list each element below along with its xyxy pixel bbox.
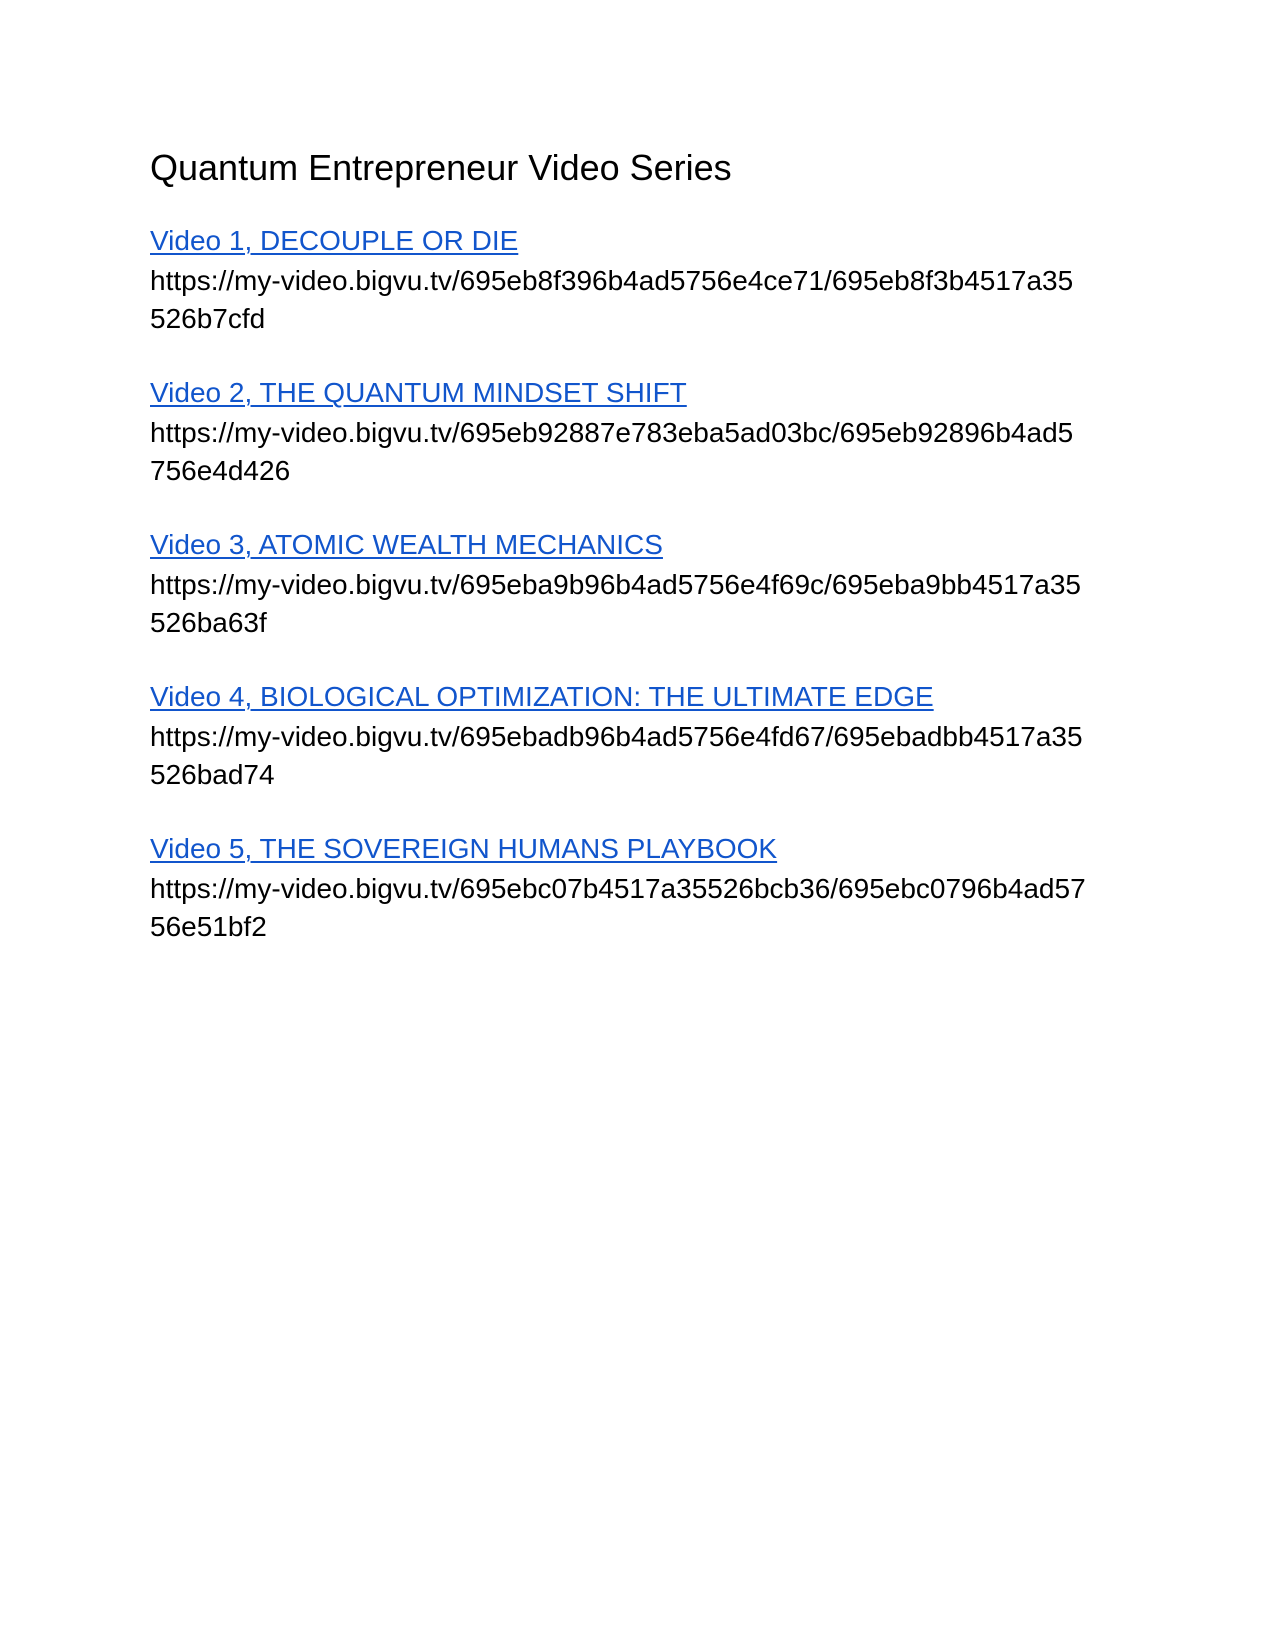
video-1-url-line2: 526b7cfd	[150, 303, 266, 334]
video-3-link[interactable]: Video 3, ATOMIC WEALTH MECHANICS	[150, 529, 663, 560]
video-4-url	[150, 718, 1130, 794]
video-4-url-line1: https://my-video.bigvu.tv/695ebadb96b4ad5756e4fd67/695ebadbb4517a35	[150, 721, 1083, 752]
video-5-url-line2: 56e51bf2	[150, 911, 267, 942]
video-1-url	[150, 262, 1130, 338]
video-2-url-line1: https://my-video.bigvu.tv/695eb92887e783eba5ad03bc/695eb92896b4ad5	[150, 417, 1074, 448]
video-3-url-line2: 526ba63f	[150, 607, 267, 638]
video-2-url-line2: 756e4d426	[150, 455, 291, 486]
video-5-url	[150, 870, 1130, 946]
video-entry-3	[150, 528, 1130, 642]
video-3-url	[150, 566, 1130, 642]
video-2-link[interactable]: Video 2, THE QUANTUM MINDSET SHIFT	[150, 377, 687, 408]
video-1-url-line1: https://my-video.bigvu.tv/695eb8f396b4ad5756e4ce71/695eb8f3b4517a35	[150, 265, 1074, 296]
video-2-url	[150, 414, 1130, 490]
video-entry-5	[150, 832, 1130, 946]
video-entry-4	[150, 680, 1130, 794]
video-3-url-line1: https://my-video.bigvu.tv/695eba9b96b4ad5756e4f69c/695eba9bb4517a35	[150, 569, 1081, 600]
video-entry-2	[150, 376, 1130, 490]
video-5-url-line1: https://my-video.bigvu.tv/695ebc07b4517a35526bcb36/695ebc0796b4ad57	[150, 873, 1086, 904]
document-content	[150, 146, 1130, 984]
video-5-link[interactable]: Video 5, THE SOVEREIGN HUMANS PLAYBOOK	[150, 833, 778, 864]
video-1-link[interactable]: Video 1, DECOUPLE OR DIE	[150, 225, 519, 256]
video-entry-1	[150, 224, 1130, 338]
video-4-link[interactable]: Video 4, BIOLOGICAL OPTIMIZATION: THE ULTIMATE EDGE	[150, 681, 934, 712]
video-4-url-line2: 526bad74	[150, 759, 275, 790]
document-title: Quantum Entrepreneur Video Series	[150, 147, 732, 188]
